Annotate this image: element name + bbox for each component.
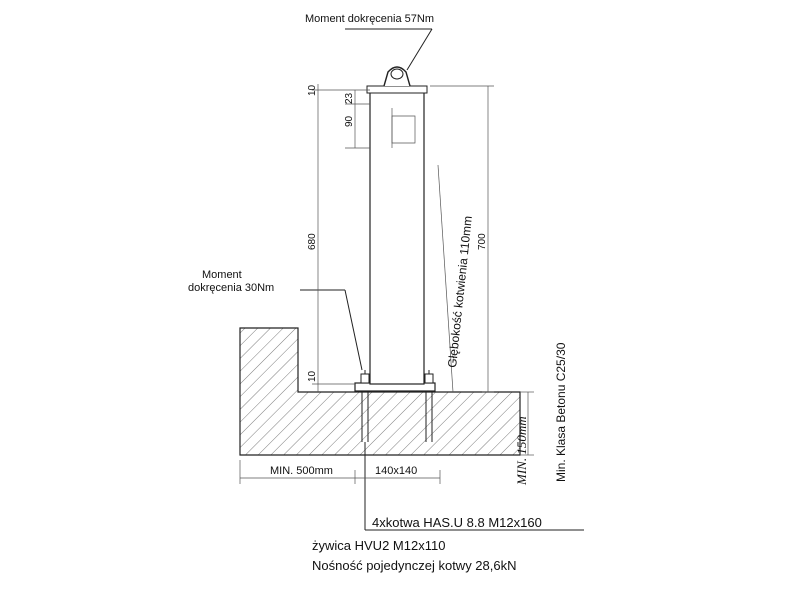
concrete-class-label: Min. Klasa Betonu C25/30: [554, 342, 568, 482]
anchor-torque-label-1: Moment: [202, 269, 242, 281]
dim-23: 23: [344, 92, 355, 104]
dim-700: 700: [477, 233, 488, 250]
dim-680: 680: [307, 233, 318, 250]
dim-base-plate: 140x140: [375, 465, 418, 477]
dim-10-top: 10: [307, 84, 318, 96]
top-torque-label: Moment dokręcenia 57Nm: [305, 13, 435, 25]
anchor-type-label: 4xkotwa HAS.U 8.8 M12x160: [372, 515, 542, 530]
bollard-post: [367, 86, 427, 384]
dim-90: 90: [344, 115, 355, 127]
dim-min-width: MIN. 500mm: [270, 465, 333, 477]
left-dimensions: [312, 84, 370, 392]
capacity-label: Nośność pojedynczej kotwy 28,6kN: [312, 558, 517, 573]
anchor-depth-label: Głębokość kotwienia 110mm: [445, 215, 475, 369]
anchor-torque-label-2: dokręcenia 30Nm: [188, 282, 275, 294]
eye-bolt-icon: [384, 67, 410, 86]
dim-10-bottom: 10: [307, 370, 318, 382]
resin-label: żywica HVU2 M12x110: [312, 538, 446, 553]
min-thickness-label: MIN. 150mm: [514, 416, 529, 485]
